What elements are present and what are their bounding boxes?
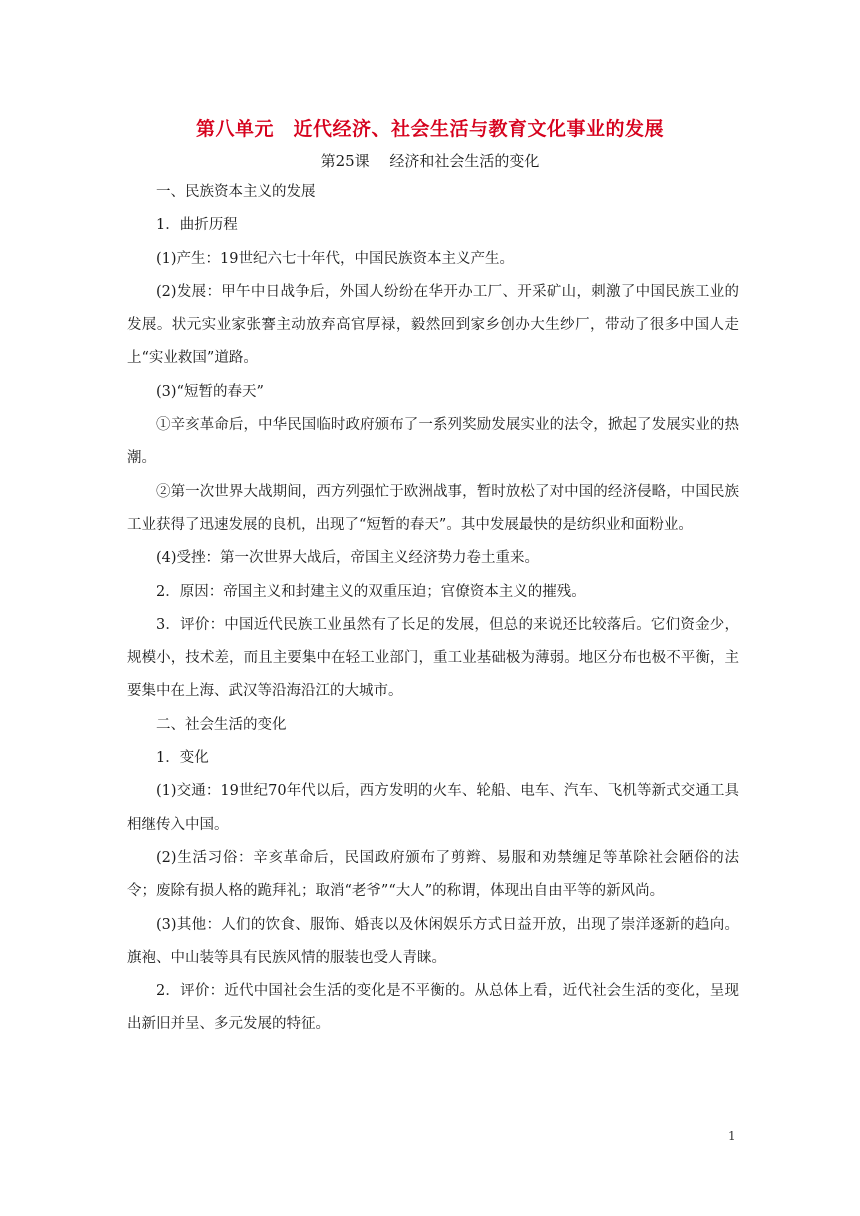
- paragraph: 3．评价：中国近代民族工业虽然有了长足的发展，但总的来说还比较落后。它们资金少，规模小，技术差，而且主要集中在轻工业部门，重工业基础极为薄弱。地区分布也极不平衡，主要集中在上海、武汉等沿海沿江的大城市。: [127, 616, 739, 700]
- paragraph: (3)“短暂的春天”: [156, 383, 264, 400]
- page-number: 1: [728, 1129, 736, 1143]
- unit-title: 第八单元 近代经济、社会生活与教育文化事业的发展: [195, 118, 664, 140]
- paragraph: (2)发展：甲午中日战争后，外国人纷纷在华开办工厂、开采矿山，刺激了中国民族工业的发展。状元实业家张謇主动放弃高官厚禄，毅然回到家乡创办大生纱厂，带动了很多中国人走上“实业救国”道路。: [127, 283, 739, 367]
- paragraph: 2．原因：帝国主义和封建主义的双重压迫；官僚资本主义的摧残。: [156, 583, 586, 600]
- section-heading-2: 二、社会生活的变化: [156, 716, 287, 733]
- paragraph: ①辛亥革命后，中华民国临时政府颁布了一系列奖励发展实业的法令，掀起了发展实业的热潮。: [127, 417, 739, 467]
- subheading: 1．变化: [156, 750, 209, 767]
- document-body: [127, 176, 739, 1042]
- paragraph: (2)生活习俗：辛亥革命后，民国政府颁布了剪辫、易服和劝禁缠足等革除社会陋俗的法令；废除有损人格的跪拜礼；取消“老爷”“大人”的称谓，体现出自由平等的新风尚。: [127, 849, 739, 900]
- paragraph: (1)交通：19世纪70年代以后，西方发明的火车、轮船、电车、汽车、飞机等新式交通工具相继传入中国。: [127, 783, 739, 833]
- paragraph: (4)受挫：第一次世界大战后，帝国主义经济势力卷土重来。: [156, 550, 540, 567]
- lesson-title: 第25课 经济和社会生活的变化: [320, 152, 540, 170]
- paragraph: (3)其他：人们的饮食、服饰、婚丧以及休闲娱乐方式日益开放，出现了崇洋逐新的趋向。旗袍、中山装等具有民族风情的服装也受人青睐。: [127, 916, 739, 966]
- paragraph: ②第一次世界大战期间，西方列强忙于欧洲战事，暂时放松了对中国的经济侵略，中国民族工业获得了迅速发展的良机，出现了“短暂的春天”。其中发展最快的是纺织业和面粉业。: [127, 483, 739, 533]
- paragraph: (1)产生：19世纪六七十年代，中国民族资本主义产生。: [156, 250, 514, 267]
- section-heading-1: 一、民族资本主义的发展: [156, 184, 316, 200]
- subheading: 1．曲折历程: [156, 217, 238, 234]
- paragraph: 2．评价：近代中国社会生活的变化是不平衡的。从总体上看，近代社会生活的变化，呈现出新旧并呈、多元发展的特征。: [127, 983, 739, 1033]
